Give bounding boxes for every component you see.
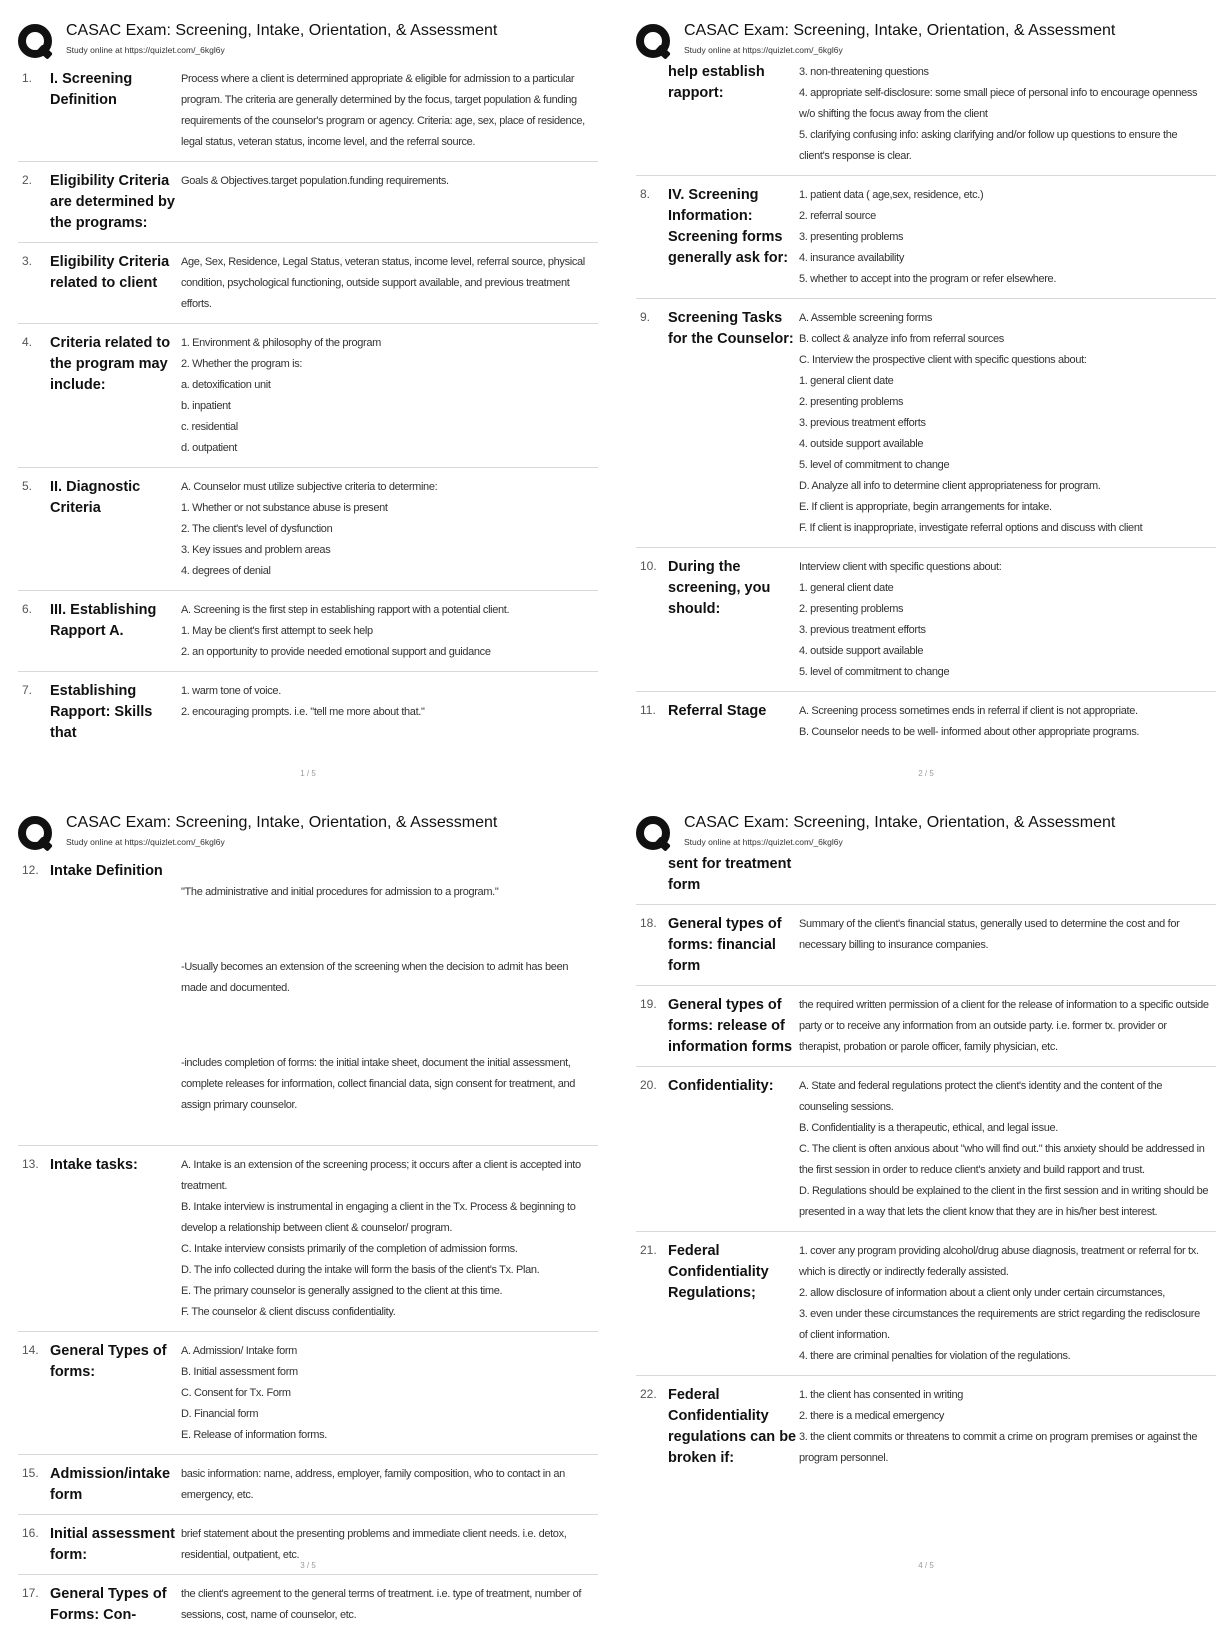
card-definition: A. Counselor must utilize subjective criteria to determine: 1. Whether or not substance abuse is present 2. The client's level of dysfunction 3. Key issues and problem areas 4. degrees of denial xyxy=(181,481,438,577)
card-definition: basic information: name, address, employer, family composition, who to contact in an emergency, etc. xyxy=(181,1468,565,1501)
card-term: Screening Tasks for the Counselor: xyxy=(668,310,794,347)
card-number: 11. xyxy=(640,703,656,717)
card-term: Admission/intake form xyxy=(50,1466,171,1503)
card-term: Federal Confidentiality Regulations; xyxy=(668,1243,769,1301)
flashcard xyxy=(636,176,1216,299)
card-definition: A. Screening is the first step in establishing rapport with a potential client. 1. May be client's first attempt to seek help 2. an opportunity to provide needed emotional support and guidance xyxy=(181,604,510,658)
card-term: General types of forms: release of information forms xyxy=(668,997,793,1055)
card-term: IV. Screening Information: Screening forms generally ask for: xyxy=(668,187,789,266)
card-term: During the screening, you should: xyxy=(668,559,771,617)
page-header xyxy=(18,18,598,60)
flashcard xyxy=(18,591,598,672)
flashcard xyxy=(636,299,1216,548)
card-number: 21. xyxy=(640,1243,657,1257)
card-number: 15. xyxy=(22,1466,39,1480)
definition-paragraph: "The administrative and initial procedures for admission to a program." xyxy=(181,886,499,898)
card-definition: Age, Sex, Residence, Legal Status, veteran status, income level, referral source, physical condition, psychological functioning, outside support available, and previous treatment efforts. xyxy=(181,256,585,310)
card-term: Eligibility Criteria are determined by the programs: xyxy=(50,173,175,231)
card-definition: the client's agreement to the general terms of treatment. i.e. type of treatment, number of sessions, cost, name of counselor, etc. xyxy=(181,1588,582,1621)
flashcard xyxy=(18,60,598,162)
card-definition: 1. Environment & philosophy of the program 2. Whether the program is: a. detoxification unit b. inpatient c. residential d. outpatient xyxy=(181,337,381,454)
page-1 xyxy=(18,18,598,778)
flashcard xyxy=(18,1575,598,1634)
card-number: 13. xyxy=(22,1157,39,1171)
card-term: help establish rapport: xyxy=(668,64,765,101)
page-title: CASAC Exam: Screening, Intake, Orientation, & Assessment xyxy=(66,22,498,39)
card-term: Intake tasks: xyxy=(50,1157,138,1173)
quizlet-logo-icon xyxy=(636,816,672,852)
page-number: 2 / 5 xyxy=(918,769,934,778)
page-number: 4 / 5 xyxy=(918,1561,934,1570)
flashcard xyxy=(636,1067,1216,1232)
page-title: CASAC Exam: Screening, Intake, Orientation, & Assessment xyxy=(684,22,1116,39)
card-number: 19. xyxy=(640,997,657,1011)
card-term: General types of forms: financial form xyxy=(668,916,782,974)
flashcard-continued xyxy=(636,60,1216,176)
flashcard xyxy=(18,162,598,243)
card-term: I. Screening Definition xyxy=(50,71,133,108)
flashcard xyxy=(18,243,598,324)
page-number: 1 / 5 xyxy=(300,769,316,778)
page-title: CASAC Exam: Screening, Intake, Orientation, & Assessment xyxy=(66,814,498,831)
card-number: 4. xyxy=(22,335,33,349)
card-term: Initial assessment form: xyxy=(50,1526,175,1563)
card-definition: Interview client with specific questions about: 1. general client date 2. presenting problems 3. previous treatment efforts 4. outside support available 5. level of commitment to change xyxy=(799,561,1002,678)
card-definition: brief statement about the presenting problems and immediate client needs. i.e. detox, residential, outpatient, etc. xyxy=(181,1528,567,1561)
flashcard xyxy=(636,548,1216,692)
card-term: Federal Confidentiality regulations can be broken if: xyxy=(668,1387,797,1466)
flashcard xyxy=(18,852,598,1146)
study-online-link[interactable]: Study online at https://quizlet.com/_6kgl6y xyxy=(684,45,843,55)
card-number: 1. xyxy=(22,71,33,85)
quizlet-logo-icon xyxy=(18,24,54,60)
definition-paragraph: -includes completion of forms: the initial intake sheet, document the initial assessment, complete releases for information, collect financial data, sign consent for treatment, and assign primary counselor. xyxy=(181,1057,576,1111)
flashcard xyxy=(18,1332,598,1455)
card-term: Eligibility Criteria related to client xyxy=(50,254,170,291)
flashcard xyxy=(636,1232,1216,1376)
card-term: III. Establishing Rapport A. xyxy=(50,602,157,639)
flashcard xyxy=(636,1376,1216,1477)
card-number: 3. xyxy=(22,254,33,268)
card-term: Intake Definition xyxy=(50,863,163,879)
card-number: 16. xyxy=(22,1526,39,1540)
card-definition: A. State and federal regulations protect the client's identity and the content of the counseling sessions. B. Confidentiality is a therapeutic, ethical, and legal issue. C. The client is often anxious about "who will find out." this anxiety should be addressed in the first session in order to reduce client's anxiety and build rapport and trust. D. Regulations should be explained to the client in the first session and in writing should be presented in a way that lets the client know that they are in his/her best interest. xyxy=(799,1080,1209,1218)
card-definition: A. Screening process sometimes ends in referral if client is not appropriate. B. Counselor needs to be well- informed about other appropriate programs. xyxy=(799,705,1140,738)
card-definition: the required written permission of a client for the release of information to a specific outside party or to receive any information from an outside party. i.e. former tx. provider or therapist, probation or parole officer, family physician, etc. xyxy=(799,999,1209,1053)
flashcard-continued xyxy=(636,852,1216,905)
card-term: sent for treatment form xyxy=(668,856,792,893)
study-online-link[interactable]: Study online at https://quizlet.com/_6kgl6y xyxy=(66,45,225,55)
card-number: 12. xyxy=(22,863,39,877)
flashcard xyxy=(18,468,598,591)
card-number: 14. xyxy=(22,1343,39,1357)
card-definition: 1. warm tone of voice. 2. encouraging prompts. i.e. "tell me more about that." xyxy=(181,685,425,718)
card-number: 5. xyxy=(22,479,33,493)
card-term: Confidentiality: xyxy=(668,1078,774,1094)
flashcard xyxy=(18,1146,598,1332)
card-definition: A. Intake is an extension of the screening process; it occurs after a client is accepted into treatment. B. Intake interview is instrumental in engaging a client in the Tx. Process & beginning to develop a relationship between client & counselor/ program. C. Intake interview consists primarily of the completion of admission forms. D. The info collected during the intake will form the basis of the client's Tx. Plan. E. The primary counselor is generally assigned to the client at this time. F. The counselor & client discuss confidentiality. xyxy=(181,1159,581,1318)
flashcard xyxy=(636,905,1216,986)
page-header xyxy=(636,18,1216,60)
card-number: 7. xyxy=(22,683,33,697)
card-definition: 3. non-threatening questions 4. appropriate self-disclosure: some small piece of personal info to encourage openness w/o shifting the focus away from the client 5. clarifying confusing info: asking clarifying and/or follow up questions to ensure the client's response is clear. xyxy=(799,66,1198,162)
card-definition: 1. patient data ( age,sex, residence, etc.) 2. referral source 3. presenting problems 4. insurance availability 5. whether to accept into the program or refer elsewhere. xyxy=(799,189,1057,285)
card-number: 22. xyxy=(640,1387,657,1401)
card-term: II. Diagnostic Criteria xyxy=(50,479,141,516)
flashcard xyxy=(18,672,598,752)
page-4 xyxy=(636,810,1216,1570)
card-term: Criteria related to the program may include: xyxy=(50,335,171,393)
flashcard xyxy=(636,986,1216,1067)
card-number: 20. xyxy=(640,1078,657,1092)
flashcard xyxy=(18,1455,598,1515)
card-number: 17. xyxy=(22,1586,39,1600)
flashcard xyxy=(636,692,1216,751)
card-definition: A. Assemble screening forms B. collect & analyze info from referral sources C. Interview the prospective client with specific questions about: 1. general client date 2. presenting problems 3. previous treatment efforts 4. outside support available 5. level of commitment to change D. Analyze all info to determine client appropriateness for program. E. If client is appropriate, begin arrangements for intake. F. If client is inappropriate, investigate referral options and discuss with client xyxy=(799,312,1143,534)
card-term: Referral Stage xyxy=(668,703,767,719)
card-definition: Process where a client is determined appropriate & eligible for admission to a particular program. The criteria are generally determined by the focus, target population & funding requirements of the counselor's program or agency. Criteria: age, sex, place of residence, legal status, veteran status, income level, and the referral source. xyxy=(181,73,585,148)
card-definition: Summary of the client's financial status, generally used to determine the cost and for necessary billing to insurance companies. xyxy=(799,918,1180,951)
card-definition: 1. cover any program providing alcohol/drug abuse diagnosis, treatment or referral for tx. which is directly or indirectly federally assisted. 2. allow disclosure of information about a client only under certain circumstances, 3. even under these circumstances the requirements are strict regarding the redisclosure of client information. 4. there are criminal penalties for violation of the regulations. xyxy=(799,1245,1200,1362)
flashcard xyxy=(18,324,598,468)
page-header xyxy=(18,810,598,852)
card-definition xyxy=(181,861,598,1137)
card-term: General Types of forms: xyxy=(50,1343,167,1380)
quizlet-logo-icon xyxy=(18,816,54,852)
study-online-link[interactable]: Study online at https://quizlet.com/_6kgl6y xyxy=(66,837,225,847)
card-definition: A. Admission/ Intake form B. Initial assessment form C. Consent for Tx. Form D. Financial form E. Release of information forms. xyxy=(181,1345,327,1441)
card-number: 10. xyxy=(640,559,657,573)
definition-paragraph: -Usually becomes an extension of the screening when the decision to admit has been made and documented. xyxy=(181,961,569,994)
page-2 xyxy=(636,18,1216,778)
quizlet-logo-icon xyxy=(636,24,672,60)
card-number: 9. xyxy=(640,310,651,324)
page-number: 3 / 5 xyxy=(300,1561,316,1570)
page-3 xyxy=(18,810,598,1623)
page-title: CASAC Exam: Screening, Intake, Orientation, & Assessment xyxy=(684,814,1116,831)
card-number: 2. xyxy=(22,173,33,187)
card-number: 8. xyxy=(640,187,651,201)
card-number: 18. xyxy=(640,916,657,930)
card-term: Establishing Rapport: Skills that xyxy=(50,683,153,741)
page-header xyxy=(636,810,1216,852)
card-number: 6. xyxy=(22,602,33,616)
study-online-link[interactable]: Study online at https://quizlet.com/_6kgl6y xyxy=(684,837,843,847)
card-term: General Types of Forms: Con- xyxy=(50,1586,167,1623)
card-definition: Goals & Objectives.target population.funding requirements. xyxy=(181,175,449,187)
card-definition: 1. the client has consented in writing 2. there is a medical emergency 3. the client commits or threatens to commit a crime on program premises or against the program personnel. xyxy=(799,1389,1198,1464)
